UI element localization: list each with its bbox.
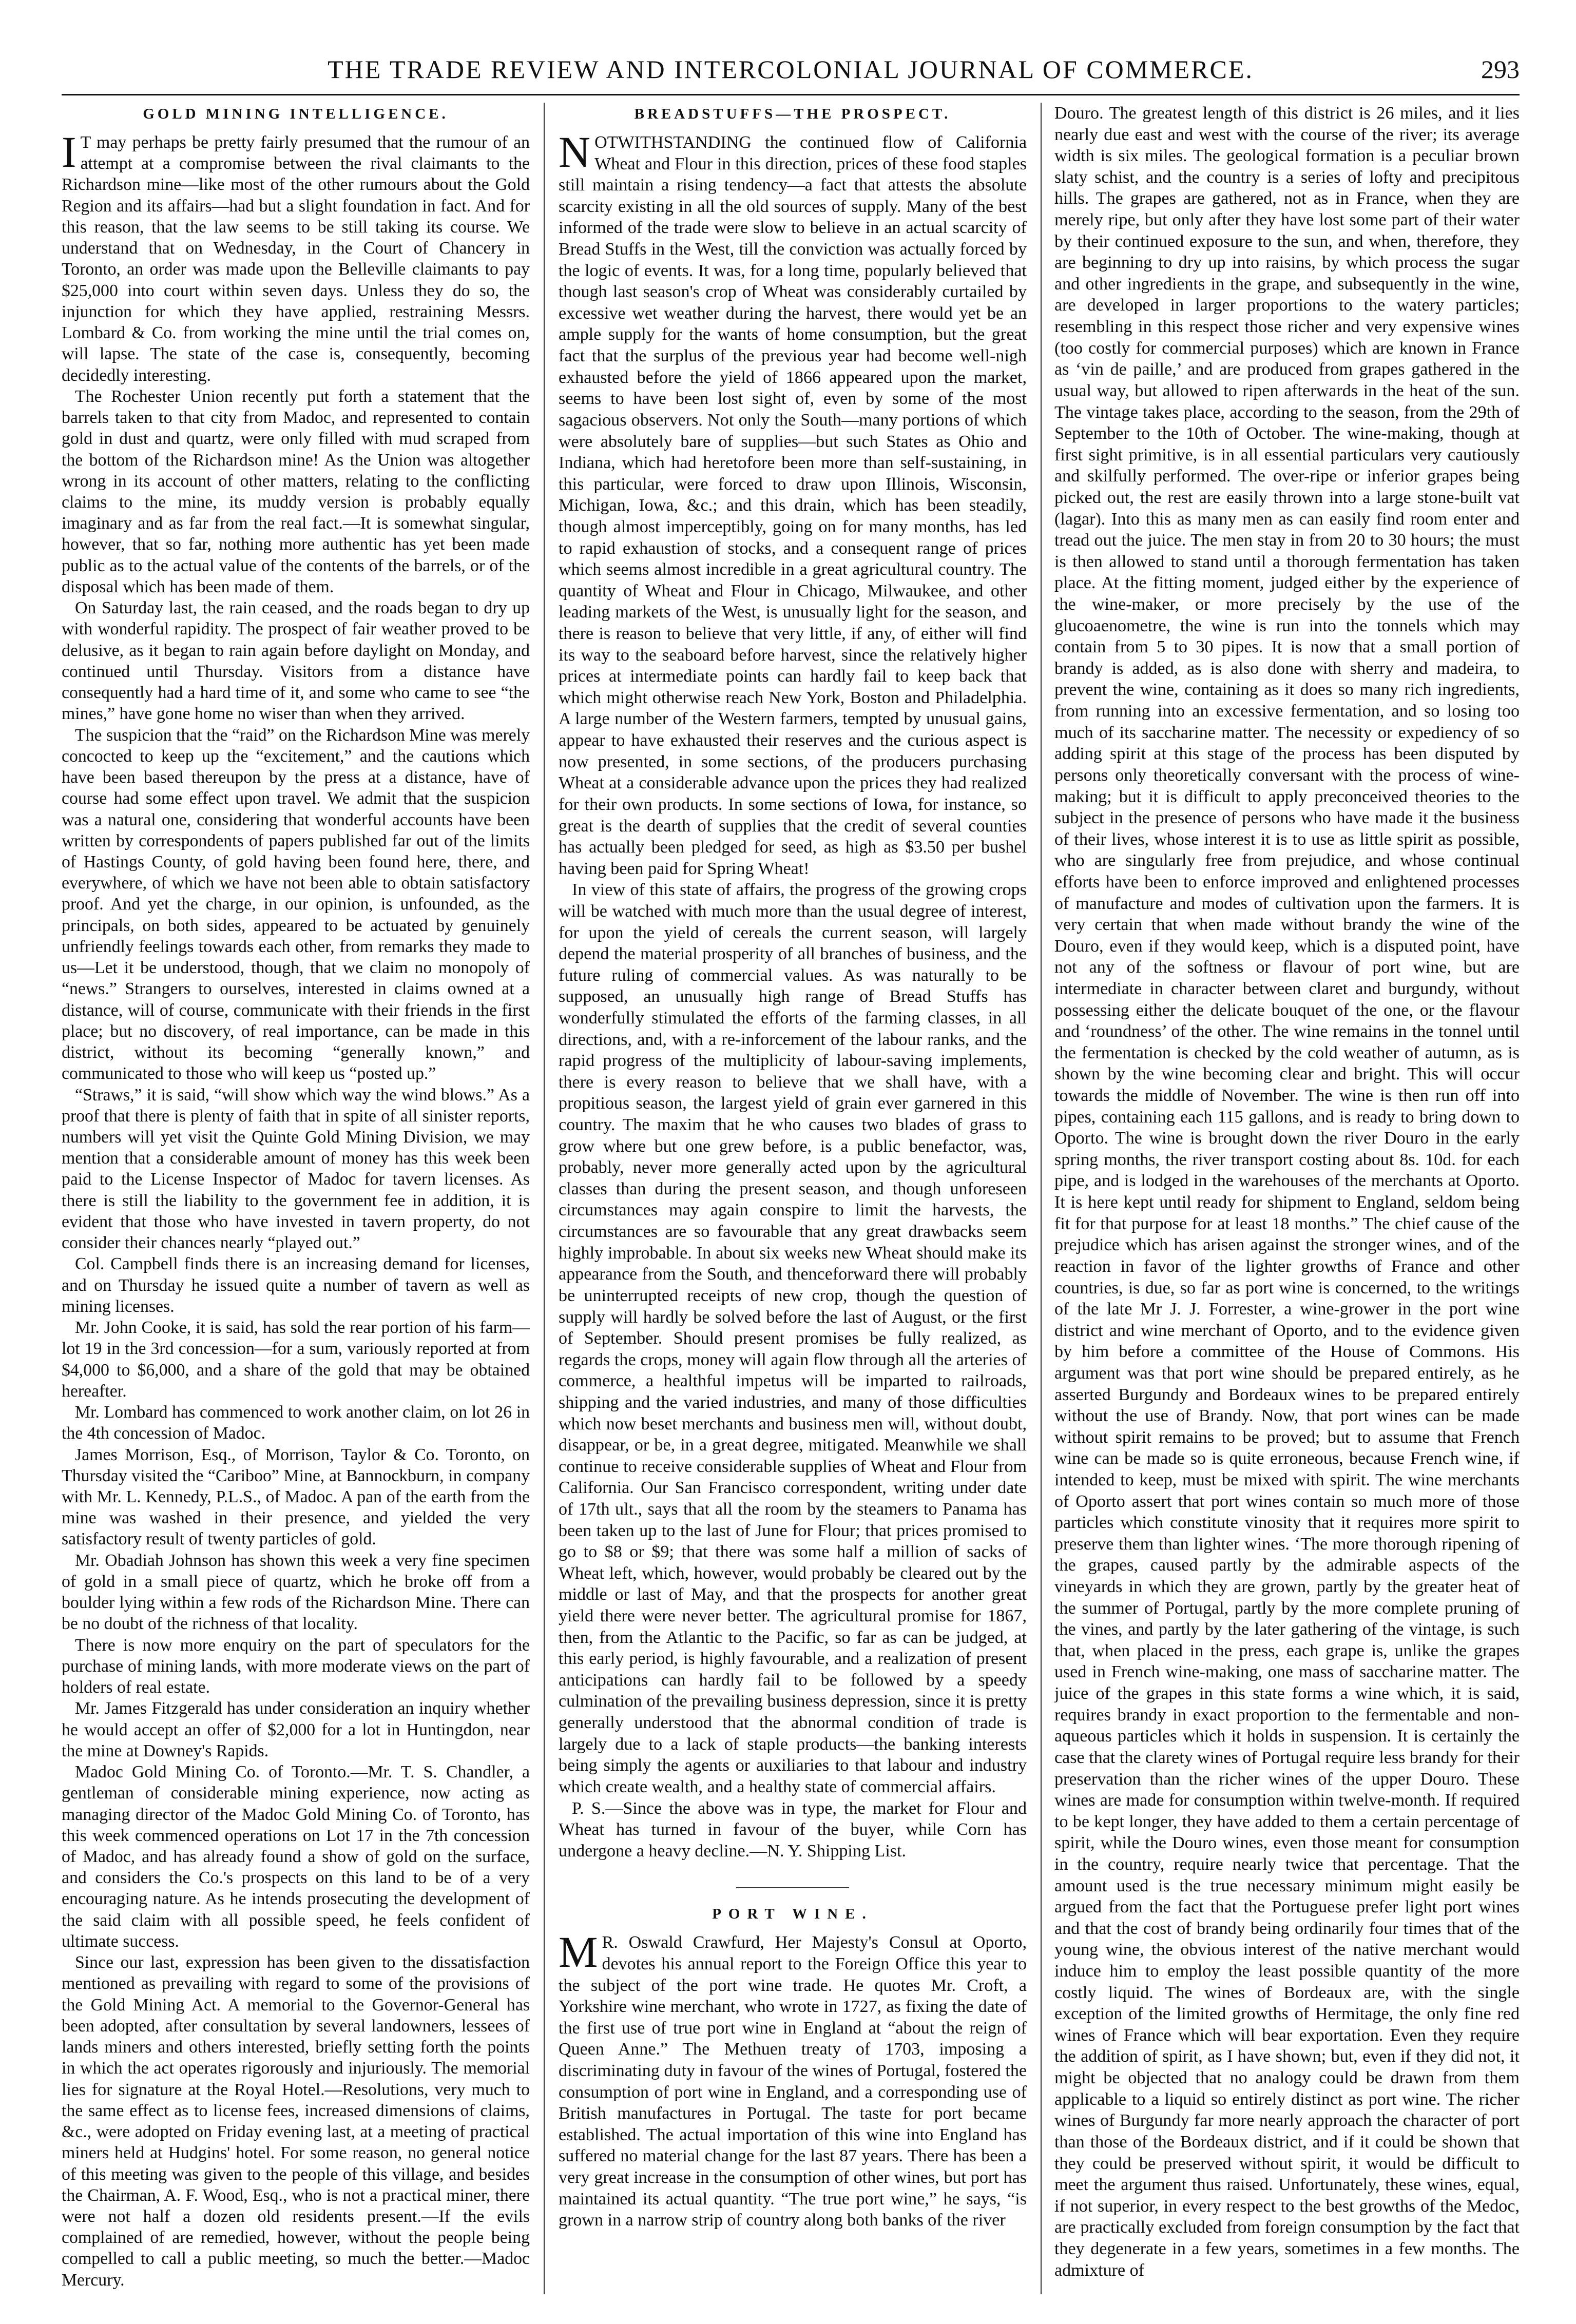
article-paragraph: The suspicion that the “raid” on the Richardson Mine was merely concocted to keep up the “excitement,” and the cautions which have been based thereupon by the press at a distance, have of course had some effect upon travel. We admit that the suspicion was a natural one, considering that wonderful accounts have been written by correspondents of papers published far out of the limits of Hastings County, of gold having been found here, there, and everywhere, of which we have not been able to obtain satisfactory proof. And yet the charge, in our opinion, is unfounded, as the principals, on both sides, appeared to be actuated by genuinely unfriendly feelings towards each other, from remarks they made to us—Let it be understood, though, that we claim no monopoly of “news.” Strangers to ourselves, interested in claims owned at a distance, will of course, communicate with their friends in the first place; but no discovery, of real importance, can be made in this district, without its becoming “generally known,” and communicated to those who will keep us “posted up.” — [62, 725, 530, 1083]
column-divider — [544, 103, 545, 2294]
article-body-port-wine — [559, 1927, 1027, 2231]
article-body-port-wine-continued — [1054, 103, 1520, 2281]
article-paragraph: On Saturday last, the rain ceased, and the roads began to dry up with wonderful rapidity. The prospect of fair weather proved to be delusive, as it began to rain again before daylight on Monday, and continued until Thursday. Visitors from a distance have consequently had a hard time of it, and some who came to see “the mines,” have gone home no wiser than when they arrived. — [62, 598, 530, 724]
article-heading-breadstuffs: BREADSTUFFS—THE PROSPECT. — [634, 106, 951, 122]
article-heading-port-wine: PORT WINE. — [712, 1906, 873, 1923]
paragraph-text: T may perhaps be pretty fairly presumed that the rumour of an attempt at a compromise between the rival claimants to the Richardson mine—like most of the other rumours about the Gold Region and its affairs—had but a slight foundation in fact. And for this reason, that the law seems to be still taking its course. We understand that on Wednesday, in the Court of Chancery in Toronto, an order was made upon the Belleville claimants to pay $25,000 into court within seven days. Unless they do so, the injunction for which they have applied, restraining Messrs. Lombard & Co. from working the mine until the trial comes on, will lapse. The state of the case is, consequently, becoming decidedly interesting. — [62, 133, 530, 385]
drop-cap: N — [559, 127, 591, 177]
article-paragraph — [559, 127, 1027, 879]
column-divider — [1041, 103, 1042, 2294]
article-paragraph: Mr. Lombard has commenced to work another claim, on lot 26 in the 4th concession of Madoc. — [62, 1403, 530, 1443]
drop-cap: I — [62, 127, 76, 177]
article-paragraph: The Rochester Union recently put forth a statement that the barrels taken to that city from Madoc, and represented to contain gold in dust and quartz, were only filled with mud scraped from the bottom of the Richardson mine! As the Union was altogether wrong in its account of other matters, relating to the conflicting claims to the mine, its muddy version is probably equally imaginary and as far from the real fact.—It is somewhat singular, however, that so far, nothing more authentic has yet been made public as to the actual value of the contents of the barrels, or of the disposal which has been made of them. — [62, 386, 530, 596]
masthead-title: THE TRADE REVIEW AND INTERCOLONIAL JOURNAL OF COMMERCE. — [328, 55, 1254, 84]
article-paragraph: “Straws,” it is said, “will show which way the wind blows.” As a proof that there is plenty of faith that in spite of all sinister reports, numbers will yet visit the Quinte Gold Mining Division, we may mention that a considerable amount of money has this week been paid to the License Inspector of Madoc for tavern licenses. As there is still the liability to the government fee in addition, it is evident that those who have invested in tavern property, do not consider their chances nearly “played out.” — [62, 1085, 530, 1253]
article-paragraph: James Morrison, Esq., of Morrison, Taylor & Co. Toronto, on Thursday visited the “Cariboo” Mine, at Bannockburn, in company with Mr. L. Kennedy, P.L.S., of Madoc. A pan of the earth from the mine was washed in their presence, and yielded the very satisfactory result of twenty particles of gold. — [62, 1445, 530, 1549]
section-rule — [736, 1887, 849, 1888]
paragraph-text: OTWITHSTANDING the continued flow of California Wheat and Flour in this direction, prices of these food staples still maintain a rising tendency—a fact that attests the absolute scarcity existing in all the old sources of supply. Many of the best informed of the trade were slow to believe in an actual scarcity of Bread Stuffs in the West, till the conviction was actually forced by the logic of events. It was, for a long time, popularly believed that though last season's crop of Wheat was considerably curtailed by excessive wet weather during the harvest, there would yet be an ample supply for the wants of home consumption, but the great fact that the surplus of the previous year had become well-nigh exhausted before the yield of 1866 appeared upon the market, seems to have been lost sight of, even by some of the most sagacious observers. Not only the South—many portions of which were absolutely bare of supplies—but such States as Ohio and Indiana, which had heretofore been more than self-sustaining, in this particular, were forced to draw upon Illinois, Wisconsin, Michigan, Iowa, &c.; and this drain, which has been steadily, though almost imperceptibly, going on for many months, has led to rapid exhaustion of stocks, and a consequent range of prices which seems almost incredible in a great agricultural country. The quantity of Wheat and Flour in Chicago, Milwaukee, and other leading markets of the West, is unusually light for the season, and there is reason to believe that very little, if any, of either will find its way to the seaboard before harvest, since the relatively higher prices at intermediate points can hardly fail to keep back that which might otherwise reach New York, Boston and Philadelphia. A large number of the Western farmers, tempted by unusual gains, appear to have exhausted their reserves and the curious aspect is now presented, in some sections, of the producers purchasing Wheat at a considerable advance upon the prices they had realized for their own products. In some sections of Iowa, for instance, so great is the dearth of supplies that the credit of several counties has actually been pledged for seed, as high as $3.50 per bushel having been paid for Spring Wheat! — [559, 133, 1027, 878]
article-paragraph: Douro. The greatest length of this district is 26 miles, and it lies nearly due east and west with the course of the river; its average width is six miles. The geological formation is a peculiar brown slaty schist, and the country is a series of lofty and precipitous hills. The grapes are gathered, not as in France, when they are merely ripe, but only after they have lost some part of their water by their continued exposure to the sun, and when, therefore, they are beginning to dry up into raisins, by which process the sugar and other ingredients in the grape, and subsequently in the wine, are developed in larger proportions to the watery particles; resembling in this respect those richer and very expensive wines (too costly for commercial purposes) which are known in France as ‘vin de paille,’ and are produced from grapes gathered in the usual way, but allowed to ripen afterwards in the heat of the sun. The vintage takes place, according to the season, from the 29th of September to the 10th of October. The wine-making, though at first sight primitive, is in all essential particulars very cautiously and skilfully performed. The over-ripe or inferior grapes being picked out, the rest are easily thrown into a large stone-built vat (lagar). Into this as many men as can easily find room enter and tread out the juice. The men stay in from 20 to 30 hours; the must is then allowed to stand until a thorough fermentation has taken place. At the fitting moment, judged either by the experience of the wine-maker, or more precisely by the use of the glucoaenometre, the wine is run into the tonnels which may contain from 5 to 30 pipes. It is now that a small portion of brandy is added, as is also done with sherry and madeira, to prevent the wine, containing as it does so many rich ingredients, from running into an excessive fermentation, and so losing too much of its saccharine matter. The necessity or expediency of so adding spirit at this stage of the process has been disputed by persons only theoretically conversant with the process of wine-making; but it is difficult to apply preconceived theories to the subject in the presence of persons who have made it the business of their lives, whose interest it is to use as little spirit as possible, who are singularly free from prejudice, and whose continual efforts have been to enforce improved and enlightened processes of manufacture and modes of cultivation upon the farmers. It is very certain that when made without brandy the wine of the Douro, even if they would keep, which is a disputed point, have not any of the softness or flavour of port wine, but are intermediate in character between claret and burgundy, without possessing either the delicate bouquet of the one, or the flavour and ‘roundness’ of the other. The wine remains in the tonnel until the fermentation is checked by the cold weather of autumn, as is shown by the wine becoming clear and bright. This will occur towards the middle of November. The wine is then run off into pipes, containing each 115 gallons, and is ready to bring down to Oporto. The wine is brought down the river Douro in the early spring months, the river transport costing about 8s. 10d. for each pipe, and is lodged in the warehouses of the merchants at Oporto. It is here kept until ready for shipment to England, seldom being fit for that purpose for at least 18 months.” The chief cause of the prejudice which has arisen against the stronger wines, and of the reaction in favor of the lighter growths of France and other countries, is due, so far as port wine is concerned, to the writings of the late Mr J. J. Forrester, a wine-grower in the port wine district and wine merchant of Oporto, and to the evidence given by him before a committee of the House of Commons. His argument was that port wine should be prepared entirely, as he asserted Burgundy and Bordeaux wines to be prepared entirely without the use of Brandy. Now, that port wines can be made without spirit remains to be proved; but to assume that French wine can be made so is quite erroneous, because French wine, if intended to keep, must be mixed with spirit. The wine merchants of Oporto assert that port wines contain so much more of those particles which constitute vinosity that it requires more spirit to preserve them than lighter wines. ‘The more thorough ripening of the grapes, caused partly by the admirable aspects of the vineyards in which they are grown, partly by the greater heat of the summer of Portugal, partly by the more complete pruning of the vines, and partly by the later gathering of the vintage, is such that, when placed in the press, each grape is, unlike the grapes used in French wine-making, one mass of saccharine matter. The juice of the grapes in this state forms a wine which, it is said, requires brandy in exact proportion to the fermentable and non-aqueous particles which it holds in suspension. It is certainly the case that the clarety wines of Portugal require less brandy for their preservation than the richer wines of the upper Douro. These wines are made for consumption within twelve-month. If required to be kept longer, they have added to them a certain percentage of spirit, while the Douro wines, even those meant for consumption in the country, require nearly twice that percentage. That the amount used is the true necessary minimum might easily be argued from the fact that the Portuguese prefer light port wines and that the cost of brandy being ordinarily four times that of the young wine, the obvious interest of the native merchant would induce him to employ the least possible quantity of the more costly liquid. The wines of Bordeaux are, with the single exception of the limited growths of Hermitage, the only fine red wines of France which will bear exportation. Even they require the addition of spirit, as I have shown; but, even if they did not, it might be objected that no analogy could be drawn from them applicable to a liquid so entirely distinct as port wine. The richer wines of Burgundy far more nearly approach the character of port than those of the Bordeaux district, and if it could be shown that they could be preserved without spirit, it would be difficult to meet the argument thus raised. Unfortunately, these wines, equal, if not superior, in every respect to the best growths of the Medoc, are practically excluded from foreign consumption by the fact that they degenerate in a few years, sometimes in a few months. The admixture of — [1054, 104, 1520, 2280]
article-paragraph: P. S.—Since the above was in type, the market for Flour and Wheat has turned in favour of the buyer, while Corn has undergone a heavy decline.—N. Y. Shipping List. — [559, 1798, 1027, 1861]
article-paragraph — [559, 1927, 1027, 2231]
article-paragraph: In view of this state of affairs, the progress of the growing crops will be watched with much more than the usual degree of interest, for upon the yield of cereals the current season, will largely depend the material prosperity of all branches of business, and the future ruling of commercial values. As was naturally to be supposed, an unusually high range of Bread Stuffs has wonderfully stimulated the efforts of the farming classes, in all directions, and, with a re-inforcement of the labour ranks, and the rapid progress of the multiplicity of labour-saving implements, there is every reason to believe that we shall have, with a propitious season, the largest yield of grain ever garnered in this country. The maxim that he who causes two blades of grass to grow where but one grew before, is a public benefactor, was, probably, never more generally acted upon by the agricultural classes than during the present season, and though unforeseen circumstances may again conspire to limit the harvests, the circumstances are so favourable that any great drawbacks seem highly improbable. In about six weeks new Wheat should make its appearance from the South, and thenceforward there will probably be uninterrupted receipts of new crop, though the question of supply will hardly be solved before the last of August, or the first of September. Should present promises be fully realized, as regards the crops, money will again flow through all the arteries of commerce, a healthful impetus will be imparted to railroads, shipping and the varied industries, and many of those difficulties which now beset merchants and business men will, without doubt, disappear, or be, in a great degree, mitigated. Meanwhile we shall continue to receive considerable supplies of Wheat and Flour from California. Our San Francisco correspondent, writing under date of 17th ult., says that all the room by the steamers to Panama has been taken up to the last of June for Flour; that prices promised to go to $8 or $9; that there was some half a million of sacks of Wheat left, which, however, would probably be cleared out by the middle or last of May, and that the prospects for another great yield there were never better. The agricultural promise for 1867, then, from the Atlantic to the Pacific, so far as can be judged, at this early period, is highly favourable, and a realization of present anticipations can hardly fail to be followed by a speedy culmination of the prevailing business depression, since it is pretty generally understood that the abnormal condition of trade is largely due to a lack of staple products—the banking interests being simply the agents or auxiliaries to that labour and industry which create wealth, and a healthy state of commercial affairs. — [559, 880, 1027, 1796]
article-paragraph: Madoc Gold Mining Co. of Toronto.—Mr. T. S. Chandler, a gentleman of considerable mining experience, now acting as managing director of the Madoc Gold Mining Co. of Toronto, has this week commenced operations on Lot 17 in the 7th concession of Madoc, and has already found a show of gold on the surface, and considers the Co.'s prospects on this land to be of a very encouraging nature. As he intends prosecuting the development of the said claim with all possible speed, he feels confident of ultimate success. — [62, 1763, 530, 1951]
article-paragraph: Since our last, expression has been given to the dissatisfaction mentioned as prevailing with regard to some of the provisions of the Gold Mining Act. A memorial to the Governor-General has been adopted, after consultation by several landowners, lessees of lands miners and others interested, briefly setting forth the points in which the act operates rigorously and injuriously. The memorial lies for signature at the Royal Hotel.—Resolutions, very much to the same effect as to license fees, increased dimensions of claims, &c., were adopted on Friday evening last, at a meeting of practical miners held at Hudgins' hotel. For some reason, no general notice of this meeting was given to the people of this village, and besides the Chairman, A. F. Wood, Esq., who is not a practical miner, there were not half a dozen old residents present.—If the evils complained of are remedied, however, without the people being compelled to call a public meeting, so much the better.—Madoc Mercury. — [62, 1953, 530, 2290]
article-paragraph: Mr. John Cooke, it is said, has sold the rear portion of his farm—lot 19 in the 3rd concession—for a sum, variously reported at from $4,000 to $6,000, and a share of the gold that may be obtained hereafter. — [62, 1318, 530, 1401]
article-heading-gold: GOLD MINING INTELLIGENCE. — [143, 106, 449, 122]
article-paragraph — [62, 127, 530, 386]
article-body-breadstuffs — [559, 127, 1027, 1862]
masthead-rule — [62, 94, 1520, 95]
drop-cap: M — [559, 1927, 598, 1977]
column-2 — [559, 103, 1027, 2299]
article-paragraph: Mr. James Fitzgerald has under consideration an inquiry whether he would accept an offer of $2,000 for a lot in Huntingdon, near the mine at Downey's Rapids. — [62, 1699, 530, 1760]
masthead — [62, 51, 1520, 92]
article-paragraph: Col. Campbell finds there is an increasing demand for licenses, and on Thursday he issued quite a number of tavern as well as mining licenses. — [62, 1254, 530, 1316]
section-spacer — [559, 1862, 1027, 1887]
page-number: 293 — [1481, 55, 1520, 84]
paragraph-text: R. Oswald Crawfurd, Her Majesty's Consul at Oporto, devotes his annual report to the Foreign Office this year to the subject of the port wine trade. He quotes Mr. Croft, a Yorkshire wine merchant, who wrote in 1727, as fixing the date of the first use of true port wine in England at “about the reign of Queen Anne.” The Methuen treaty of 1703, imposing a discriminating duty in favour of the wines of Portugal, fostered the consumption of port wine in England, and a corresponding use of British manufactures in Portugal. The taste for port became established. The actual importation of this wine into England has suffered no material change for the last 87 years. There has been a very great increase in the consumption of other wines, but port has maintained its actual quantity. “The true port wine,” he says, “is grown in a narrow strip of country along both banks of the river — [559, 1933, 1027, 2230]
article-paragraph: There is now more enquiry on the part of speculators for the purchase of mining lands, with more moderate views on the part of holders of real estate. — [62, 1635, 530, 1697]
article-body-gold — [62, 127, 530, 2291]
column-1 — [62, 103, 530, 2299]
column-3 — [1054, 103, 1520, 2299]
article-paragraph: Mr. Obadiah Johnson has shown this week a very fine specimen of gold in a small piece of quartz, which he broke off from a boulder lying within a few rods of the Richardson Mine. There can be no doubt of the richness of that locality. — [62, 1551, 530, 1634]
